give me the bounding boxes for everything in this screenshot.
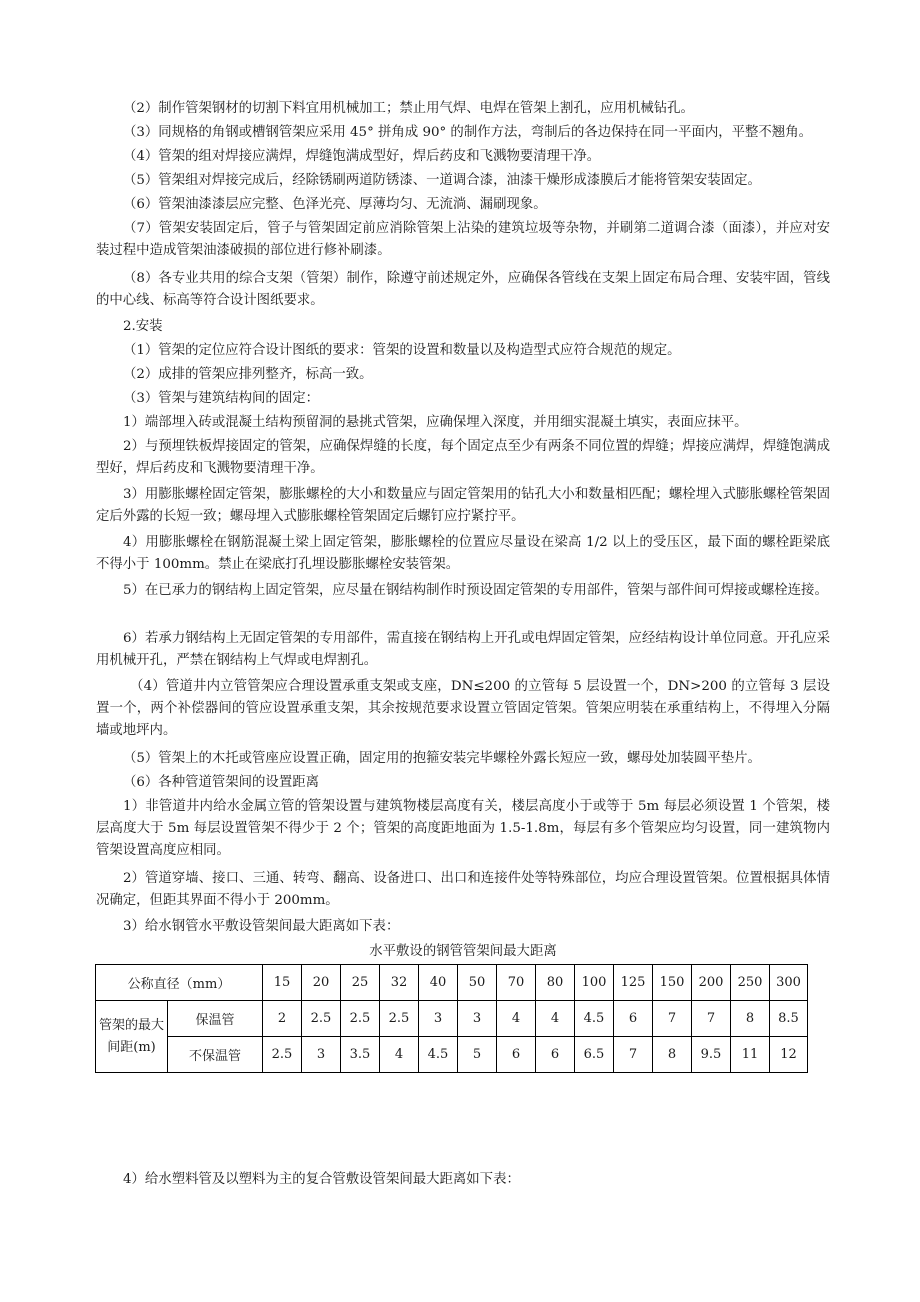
table-cell: 2.5 — [302, 1001, 341, 1037]
table-cell: 4 — [536, 1001, 575, 1037]
table-cell: 2 — [263, 1001, 302, 1037]
table-cell: 3 — [458, 1001, 497, 1037]
diameter-cell: 250 — [731, 965, 770, 1001]
diameter-cell: 125 — [614, 965, 653, 1001]
table-cell: 9.5 — [692, 1037, 731, 1073]
paragraph-3: （3）同规格的角钢或槽钢管架应采用 45° 拼角成 90° 的制作方法，弯制后的各边保持在同一平面内，平整不翘角。 — [123, 125, 812, 140]
table-cell: 6 — [614, 1001, 653, 1037]
table-cell: 3.5 — [341, 1037, 380, 1073]
table-cell: 4.5 — [575, 1001, 614, 1037]
max-spacing-row-header: 管架的最大间距(m) — [96, 1001, 168, 1073]
table-cell: 4.5 — [419, 1037, 458, 1073]
fixing-item-3: 3）用膨胀螺栓固定管架，膨胀螺栓的大小和数量应与固定管架用的钻孔大小和数量相匹配；螺栓埋入式膨胀螺栓管架固定后外露的长短一致；螺母埋入式膨胀螺栓管架固定后螺钉应拧紧拧平。 — [96, 487, 830, 524]
diameter-cell: 100 — [575, 965, 614, 1001]
table-cell: 3 — [302, 1037, 341, 1073]
install-paragraph-4: （4）管道井内立管管架应合理设置承重支架或支座，DN≤200 的立管每 5 层设置一个，DN>200 的立管每 3 层设置一个，两个补偿器间的管应设置承重支架，其余按规范要求设置立管固定管架。管架应明装在承重结构上，不得埋入分隔墙或地坪内。 — [96, 679, 830, 738]
diameter-cell: 20 — [302, 965, 341, 1001]
table-cell: 4 — [497, 1001, 536, 1037]
table-cell: 5 — [458, 1037, 497, 1073]
table-row-uninsulated — [96, 1037, 808, 1073]
fixing-item-6: 6）若承力钢结构上无固定管架的专用部件，需直接在钢结构上开孔或电焊固定管架，应经结构设计单位同意。开孔应采用机械开孔，严禁在钢结构上气焊或电焊割孔。 — [96, 631, 830, 668]
table-cell: 3 — [419, 1001, 458, 1037]
row-label-insulated: 保温管 — [168, 1001, 263, 1037]
table-cell: 2.5 — [263, 1037, 302, 1073]
table-cell: 7 — [614, 1037, 653, 1073]
fixing-item-2: 2）与预埋铁板焊接固定的管架，应确保焊缝的长度，每个固定点至少有两条不同位置的焊缝；焊接应满焊，焊缝饱满成型好，焊后药皮和飞溅物要清理干净。 — [96, 439, 830, 476]
diameter-cell: 70 — [497, 965, 536, 1001]
paragraph-6: （6）管架油漆漆层应完整、色泽光亮、厚薄均匀、无流淌、漏刷现象。 — [123, 197, 547, 212]
nominal-diameter-header: 公称直径（mm） — [96, 965, 263, 1001]
fixing-item-5: 5）在已承力的钢结构上固定管架，应尽量在钢结构制作时预设固定管架的专用部件，管架与部件间可焊接或螺栓连接。 — [123, 583, 828, 598]
spacing-item-4: 4）给水塑料管及以塑料为主的复合管敷设管架间最大距离如下表： — [123, 1172, 520, 1187]
table-cell: 6 — [497, 1037, 536, 1073]
diameter-cell: 25 — [341, 965, 380, 1001]
spacing-item-2: 2）管道穿墙、接口、三通、转弯、翻高、设备进口、出口和连接件处等特殊部位，均应合理设置管架。位置根据具体情况确定，但距其界面不得小于 200mm。 — [96, 871, 830, 908]
diameter-cell: 300 — [770, 965, 808, 1001]
fixing-item-1: 1）端部埋入砖或混凝土结构预留洞的悬挑式管架，应确保埋入深度，并用细实混凝土填实，表面应抹平。 — [123, 415, 748, 430]
section-heading-install: 2.安装 — [123, 319, 163, 334]
install-paragraph-3: （3）管架与建筑结构间的固定： — [123, 391, 319, 406]
table-cell: 2.5 — [380, 1001, 419, 1037]
table-cell: 8.5 — [770, 1001, 808, 1037]
diameter-cell: 150 — [653, 965, 692, 1001]
steel-pipe-spacing-table — [95, 964, 808, 1073]
diameter-cell: 32 — [380, 965, 419, 1001]
table-cell: 6.5 — [575, 1037, 614, 1073]
diameter-cell: 50 — [458, 965, 497, 1001]
install-paragraph-1: （1）管架的定位应符合设计图纸的要求：管架的设置和数量以及构造型式应符合规范的规定。 — [123, 343, 681, 358]
install-paragraph-6: （6）各种管道管架间的设置距离 — [123, 775, 319, 790]
paragraph-5: （5）管架组对焊接完成后，经除锈刷两道防锈漆、一道调合漆，油漆干燥形成漆膜后才能将管架安装固定。 — [123, 173, 761, 188]
table-cell: 7 — [653, 1001, 692, 1037]
diameter-cell: 200 — [692, 965, 731, 1001]
table-cell: 8 — [731, 1001, 770, 1037]
paragraph-4: （4）管架的组对焊接应满焊，焊缝饱满成型好，焊后药皮和飞溅物要清理干净。 — [123, 149, 601, 164]
install-paragraph-5: （5）管架上的木托或管座应设置正确，固定用的抱箍安装完毕螺栓外露长短应一致，螺母处加装圆平垫片。 — [123, 751, 761, 766]
diameter-cell: 15 — [263, 965, 302, 1001]
fixing-item-4: 4）用膨胀螺栓在钢筋混凝土梁上固定管架，膨胀螺栓的位置应尽量设在梁高 1/2 以上的受压区，最下面的螺栓距梁底不得小于 100mm。禁止在梁底打孔埋设膨胀螺栓安装管架。 — [96, 535, 830, 572]
table-cell: 4 — [380, 1037, 419, 1073]
spacing-item-1: 1）非管道井内给水金属立管的管架设置与建筑物楼层高度有关，楼层高度小于或等于 5m 每层必须设置 1 个管架，楼层高度大于 5m 每层设置管架不得少于 2 个；管架的高度距地面为 1.5-1.8m，每层有多个管架应均匀设置，同一建筑物内管架设置高度应相同。 — [96, 799, 830, 858]
table-cell: 7 — [692, 1001, 731, 1037]
spacing-item-3: 3）给水钢管水平敷设管架间最大距离如下表： — [123, 919, 400, 934]
paragraph-8: （8）各专业共用的综合支架（管架）制作，除遵守前述规定外，应确保各管线在支架上固定布局合理、安装牢固，管线的中心线、标高等符合设计图纸要求。 — [96, 271, 830, 308]
diameter-cell: 80 — [536, 965, 575, 1001]
row-label-uninsulated: 不保温管 — [168, 1037, 263, 1073]
table-caption: 水平敷设的钢管管架间最大距离 — [369, 944, 557, 959]
paragraph-2: （2）制作管架钢材的切割下料宜用机械加工；禁止用气焊、电焊在管架上割孔，应用机械钻孔。 — [123, 101, 694, 116]
table-row-insulated — [96, 1001, 808, 1037]
table-cell: 8 — [653, 1037, 692, 1073]
table-header-row — [96, 965, 808, 1001]
table-cell: 11 — [731, 1037, 770, 1073]
table-cell: 2.5 — [341, 1001, 380, 1037]
install-paragraph-2: （2）成排的管架应排列整齐，标高一致。 — [123, 367, 373, 382]
diameter-cell: 40 — [419, 965, 458, 1001]
table-cell: 6 — [536, 1037, 575, 1073]
paragraph-7: （7）管架安装固定后，管子与管架固定前应消除管架上沾染的建筑垃圾等杂物，并刷第二道调合漆（面漆），并应对安装过程中造成管架油漆破损的部位进行修补刷漆。 — [96, 221, 830, 258]
table-cell: 12 — [770, 1037, 808, 1073]
